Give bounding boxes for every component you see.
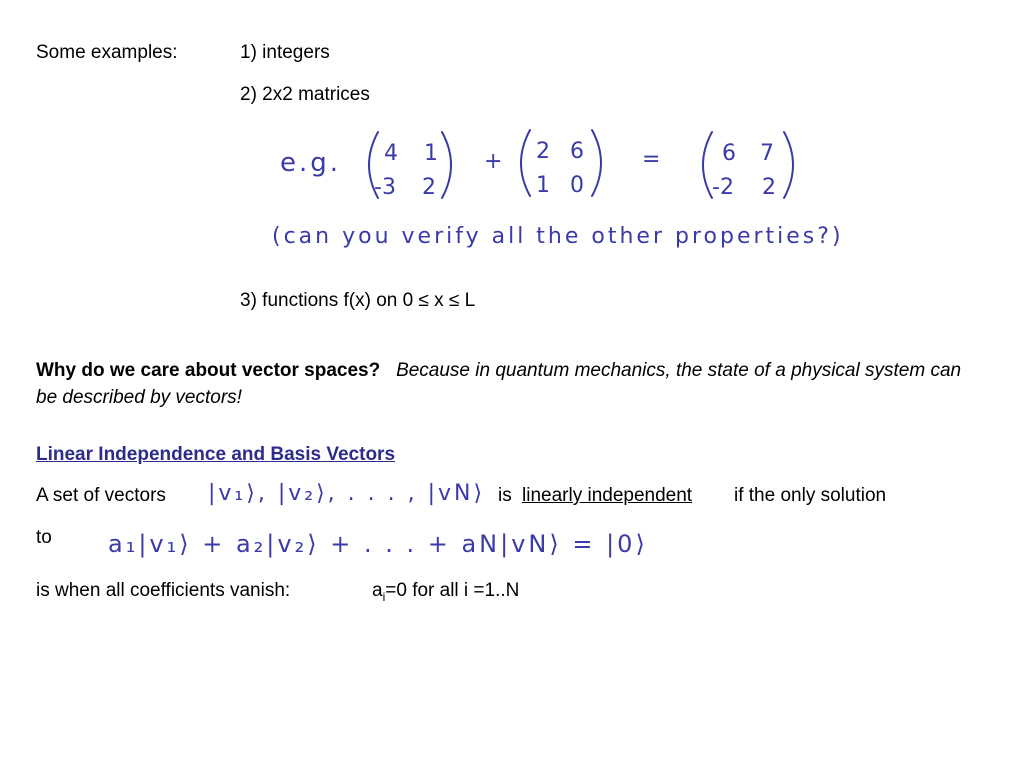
handwritten-plus: + bbox=[484, 149, 503, 174]
handwritten-linear-combination: a₁|v₁⟩ + a₂|v₂⟩ + . . . + aN|vN⟩ = |0⟩ bbox=[108, 530, 648, 558]
matrix-b-right-paren bbox=[592, 130, 601, 196]
matrix-c-cell: 6 bbox=[722, 141, 736, 166]
matrix-c-right-paren bbox=[784, 132, 793, 198]
section-title-link[interactable]: Linear Independence and Basis Vectors bbox=[36, 444, 396, 465]
handwritten-vector-set: |v₁⟩, |v₂⟩, . . . , |vN⟩ bbox=[208, 481, 486, 506]
matrix-a-cell: 4 bbox=[384, 141, 398, 166]
example-matrices: 2) 2x2 matrices bbox=[240, 84, 370, 105]
examples-label: Some examples: bbox=[36, 42, 178, 63]
matrix-b-left-paren bbox=[521, 130, 530, 196]
definition-to: to bbox=[36, 527, 52, 548]
handwritten-eg: e.g. bbox=[280, 148, 342, 178]
matrix-a-cell: -3 bbox=[374, 175, 396, 200]
coefficient-rest: =0 for all i =1..N bbox=[385, 580, 520, 601]
handwritten-verify-note: (can you verify all the other properties?) bbox=[272, 224, 844, 249]
definition-conclusion: is when all coefficients vanish: bbox=[36, 580, 291, 601]
why-answer: Because in quantum mechanics, the state of a physical system can be described by vectors! bbox=[36, 360, 962, 408]
matrix-b-cell: 0 bbox=[570, 173, 584, 198]
why-paragraph bbox=[36, 357, 966, 411]
why-question: Why do we care about vector spaces? bbox=[36, 360, 381, 381]
definition-suffix: if the only solution bbox=[734, 485, 887, 506]
matrix-b-cell: 6 bbox=[570, 139, 584, 164]
matrix-c-left-paren bbox=[703, 132, 712, 198]
definition-is: is bbox=[498, 485, 512, 506]
matrix-a-cell: 2 bbox=[422, 175, 436, 200]
matrix-b-cell: 2 bbox=[536, 139, 550, 164]
example-integers: 1) integers bbox=[240, 42, 330, 63]
coefficient-subscript: i bbox=[382, 589, 386, 604]
coefficient-a: a bbox=[372, 580, 383, 601]
example-functions: 3) functions f(x) on 0 ≤ x ≤ L bbox=[240, 290, 476, 311]
definition-prefix: A set of vectors bbox=[36, 485, 166, 506]
matrix-a-cell: 1 bbox=[424, 141, 438, 166]
matrix-a-right-paren bbox=[442, 132, 451, 198]
matrix-c-cell: -2 bbox=[712, 175, 734, 200]
matrix-b-cell: 1 bbox=[536, 173, 550, 198]
coefficient-condition bbox=[372, 580, 519, 604]
matrix-c-cell: 2 bbox=[762, 175, 776, 200]
handwritten-equals: = bbox=[642, 147, 661, 172]
matrix-c-cell: 7 bbox=[760, 141, 774, 166]
linearly-independent-term: linearly independent bbox=[522, 485, 693, 506]
